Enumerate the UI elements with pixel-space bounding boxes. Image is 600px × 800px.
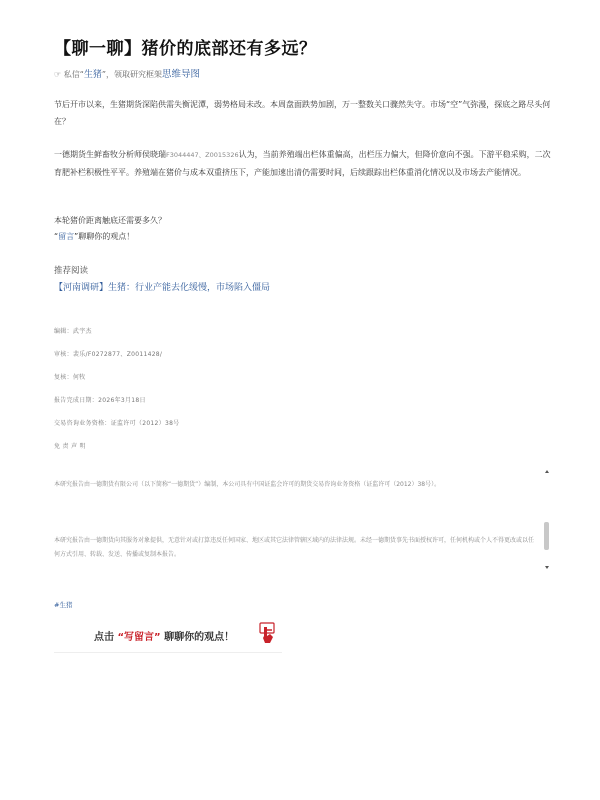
- pm-prefix: ☞ 私信“: [54, 70, 84, 79]
- intro-paragraph: 节后开市以来，生猪期货深陷供需失衡泥潭，弱势格局未改。本周盘面跌势加剧，万一整数关口骤然失守。市场“空”气弥漫，探底之路尽头何在？: [54, 100, 551, 126]
- pm-middle: ”，领取研究框架: [101, 70, 163, 79]
- write-comment-banner[interactable]: [54, 618, 282, 653]
- private-message-tip: [54, 66, 200, 80]
- comment-line: [54, 228, 554, 245]
- hashtag-link[interactable]: #生猪: [54, 601, 73, 609]
- recommend-title: 推荐阅读: [54, 266, 89, 276]
- mind-map-link[interactable]: 思维导图: [162, 69, 201, 80]
- meta-recheck: 复核：何牧: [54, 374, 86, 381]
- pm-keyword: 生猪: [83, 70, 102, 80]
- disclaimer-heading: 免 责 声 明: [54, 443, 86, 450]
- meta-review: 审核：裴乐/F0272877、Z0011428/: [54, 351, 163, 358]
- comment-quote-open: “: [54, 232, 59, 241]
- disclaimer-paragraph-2: 本研究报告由一德期货向其服务对象提供，无意针对或打算违反任何国家、地区或其它法律管辖区域内的法律法规。未经一德期货事先书面授权许可，任何机构或个人不得更改或以任何方式引用、转载、发送、传播或复制本报告。: [54, 537, 535, 558]
- analyst-paragraph: [54, 146, 554, 181]
- scroll-up-arrow-icon[interactable]: [545, 470, 549, 473]
- disclaimer-scrollbar[interactable]: [543, 470, 550, 570]
- comment-link[interactable]: 留言: [58, 232, 75, 241]
- scroll-thumb[interactable]: [544, 522, 549, 550]
- comment-rest: ”聊聊你的观点！: [74, 232, 135, 241]
- analyst-license-ids: F3044447、Z0015326: [166, 151, 239, 159]
- scroll-down-arrow-icon[interactable]: [545, 566, 549, 569]
- banner-text: [94, 628, 234, 643]
- disclaimer-scroll-box[interactable]: [54, 470, 550, 570]
- analyst-text-1: 一德期货生鲜畜牧分析师侯晓瑞: [54, 150, 166, 159]
- meta-license: 交易咨询业务资格：证监许可（2012）38号: [54, 420, 180, 427]
- banner-red: “写留言”: [117, 632, 161, 643]
- hand-pointer-icon: [258, 621, 278, 647]
- banner-pre: 点击: [94, 632, 114, 643]
- article-title: 【聊一聊】猪价的底部还有多远？: [54, 39, 317, 59]
- recommend-link[interactable]: 【河南调研】生猪：行业产能去化缓慢，市场陷入僵局: [54, 283, 271, 293]
- disclaimer-paragraph-1: 本研究报告由一德期货有限公司（以下简称“一德期货”）编制，本公司具有中国证监会许可的期货交易咨询业务资格（证监许可（2012）38号）。: [54, 481, 441, 488]
- question-line: 本轮猪价距离触底还需要多久？: [54, 216, 166, 225]
- meta-editor: 编辑：武宇杰: [54, 328, 92, 335]
- banner-post: 聊聊你的观点！: [164, 632, 235, 643]
- meta-date: 报告完成日期：2026年3月18日: [54, 397, 146, 404]
- analyst-text-2: 认为，当前养殖端出栏体重偏高，出栏压力偏大，但降价意向不强。下游平稳采购，二次育肥补栏积极性平平。养殖端在猪价与成本双重挤压下，产能加速出清仍需要时间，后续跟踪出栏体重消化情况以及市场去产能情况。: [54, 150, 551, 177]
